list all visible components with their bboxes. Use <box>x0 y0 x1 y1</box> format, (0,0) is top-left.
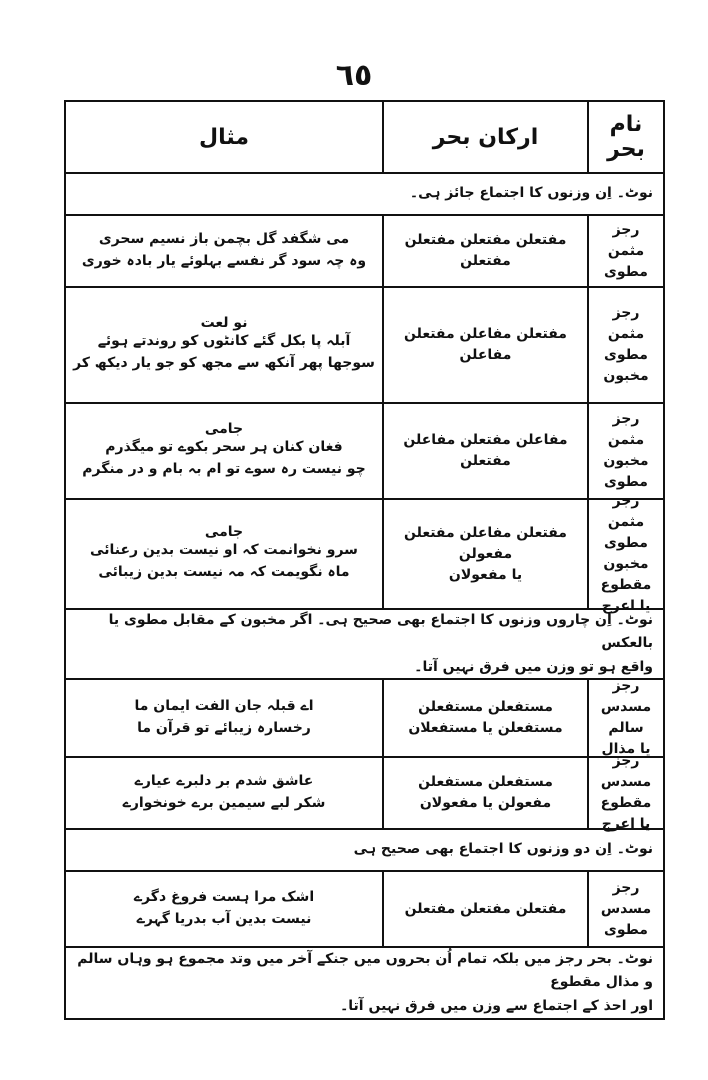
meter-name-text: مخبون <box>603 368 649 384</box>
note-3: نوٹ۔ اِن دو وزنوں کا اجتماع بھی صحیح ہی <box>353 841 653 858</box>
meter-name-text: رجز مثمن مطوی <box>604 305 648 363</box>
meter-name-text: یا اعرج <box>601 816 651 832</box>
header-example-text: مثال <box>199 124 249 150</box>
meter-arkan <box>382 680 587 756</box>
meter-name-text: رجز مثمن مطوی <box>604 221 648 280</box>
example-line: ماہ نگویمت کہ مہ نیست بدین زیبائی <box>98 564 350 580</box>
example-line: سرو نخوانمت کہ او نیست بدین رعنائی <box>90 542 358 559</box>
meter-name <box>587 680 663 756</box>
meter-name <box>587 493 663 614</box>
table-row <box>66 493 663 614</box>
meter-example <box>66 680 382 756</box>
meter-arkan <box>382 872 587 946</box>
poet-name: جامی <box>204 421 244 438</box>
prosody-table <box>64 100 665 1020</box>
example-line: وہ چہ سود گر نفسے بہلوئے یار بادہ خوری <box>81 253 367 269</box>
note-2 <box>66 610 663 678</box>
header-arkan-text: ارکان بحر <box>432 124 539 150</box>
meter-name <box>587 288 663 402</box>
meter-name-text: یا مذال <box>601 741 651 757</box>
table-header-row <box>66 102 663 174</box>
table-row <box>66 404 663 500</box>
meter-name-text: رجز مسدس مطوی <box>600 879 652 938</box>
meter-arkan-text: مستفعلن مستفعلن مستفعلن یا مستفعلان <box>408 699 563 736</box>
meter-name-text: مخبون مقطوع یا اعرج <box>600 556 652 614</box>
meter-arkan <box>382 216 587 286</box>
table-row <box>66 288 663 404</box>
note-row <box>66 830 663 872</box>
meter-arkan-text: مفتعلن مفتعلن مفتعلن مفتعلن <box>404 232 567 269</box>
example-line: سوجھا پھر آنکھ سے مجھ کو جو یار دیکھ کر <box>73 355 375 371</box>
meter-arkan <box>382 404 587 498</box>
meter-example <box>66 216 382 286</box>
meter-example <box>66 404 382 498</box>
meter-arkan-text: مفاعلن مفتعلن مفاعلن مفتعلن <box>403 432 568 469</box>
meter-name <box>587 404 663 498</box>
meter-example <box>66 500 382 608</box>
example-line: فغان کنان ہر سحر بکوے تو میگذرم <box>105 439 343 456</box>
meter-name-text: رجز مسدس سالم <box>600 678 652 736</box>
example-line: می شگفد گل بچمن باز نسیم سحری <box>98 231 350 248</box>
note-4 <box>66 948 663 1018</box>
meter-arkan-text: مفتعلن مفاعلن مفتعلن مفعولن <box>404 524 567 562</box>
meter-example <box>66 288 382 402</box>
meter-arkan <box>382 288 587 402</box>
meter-example <box>66 872 382 946</box>
note-line: نوٹ۔ اِن چاروں وزنوں کا اجتماع بھی صحیح ہی۔ اگر مخبون کے مقابل مطوی یا بالعکس <box>108 612 653 652</box>
header-name-text: نام بحر <box>607 112 645 162</box>
note-line: نوٹ۔ بحر رجز میں بلکہ تمام اُن بحروں میں جنکے آخر میں وتد مجموع ہو وہاں سالم و مذال مقطوع <box>77 951 653 991</box>
table-row <box>66 872 663 948</box>
meter-arkan-text: یا مفعولان <box>448 566 523 583</box>
meter-name <box>587 872 663 946</box>
example-line: شکر لبے سیمین برے خونخوارے <box>122 795 326 811</box>
meter-arkan <box>382 500 587 608</box>
table-row <box>66 753 663 832</box>
table-row <box>66 216 663 288</box>
meter-arkan-text: مفتعلن مفتعلن مفتعلن <box>404 900 567 917</box>
poet-name: نو لعت <box>200 315 248 332</box>
header-arkan <box>382 102 587 172</box>
meter-arkan <box>382 758 587 828</box>
example-line: رخسارہ زیبائے تو قرآن ما <box>137 720 311 736</box>
note-1: نوٹ۔ اِن وزنوں کا اجتماع جائز ہی۔ <box>409 185 653 202</box>
table-row <box>66 680 663 758</box>
note-line: اور احذ کے اجتماع سے وزن میں فرق نہیں آتا۔ <box>340 997 653 1014</box>
meter-name <box>587 216 663 286</box>
note-line: واقع ہو تو وزن میں فرق نہیں آتا۔ <box>414 658 653 675</box>
example-line: چو نیست رہ سوے تو ام بہ بام و در منگرم <box>82 461 366 477</box>
meter-name <box>587 753 663 832</box>
note-row <box>66 948 663 1018</box>
header-example <box>66 102 382 172</box>
poet-name: جامی <box>204 524 244 541</box>
meter-name-text: رجز مثمن مخبون <box>603 411 649 469</box>
example-line: آبلہ پا بکل گئے کانٹوں کو روندتے ہوئے <box>97 333 351 350</box>
meter-arkan-text: مفتعلن مفاعلن مفتعلن مفاعلن <box>404 326 567 363</box>
example-line: اے قبلہ جان الفت ایمان ما <box>134 698 314 715</box>
example-line: اشک مرا ہست فروغ دگرے <box>133 889 315 906</box>
meter-example <box>66 758 382 828</box>
page-number: ٦٥ <box>335 58 373 93</box>
header-name <box>587 102 663 172</box>
meter-name-text: رجز مثمن مطوی <box>604 493 648 551</box>
meter-name-text: مطوی <box>604 474 648 490</box>
meter-name-text: رجز مسدس مقطوع <box>600 753 652 811</box>
note-row <box>66 174 663 216</box>
note-row <box>66 610 663 680</box>
meter-arkan-text: مستفعلن مستفعلن مفعولن یا مفعولان <box>418 774 553 811</box>
example-line: عاشق شدم بر دلبرے عیارے <box>134 773 314 790</box>
example-line: نیست بدین آب بدریا گہرے <box>136 911 312 927</box>
